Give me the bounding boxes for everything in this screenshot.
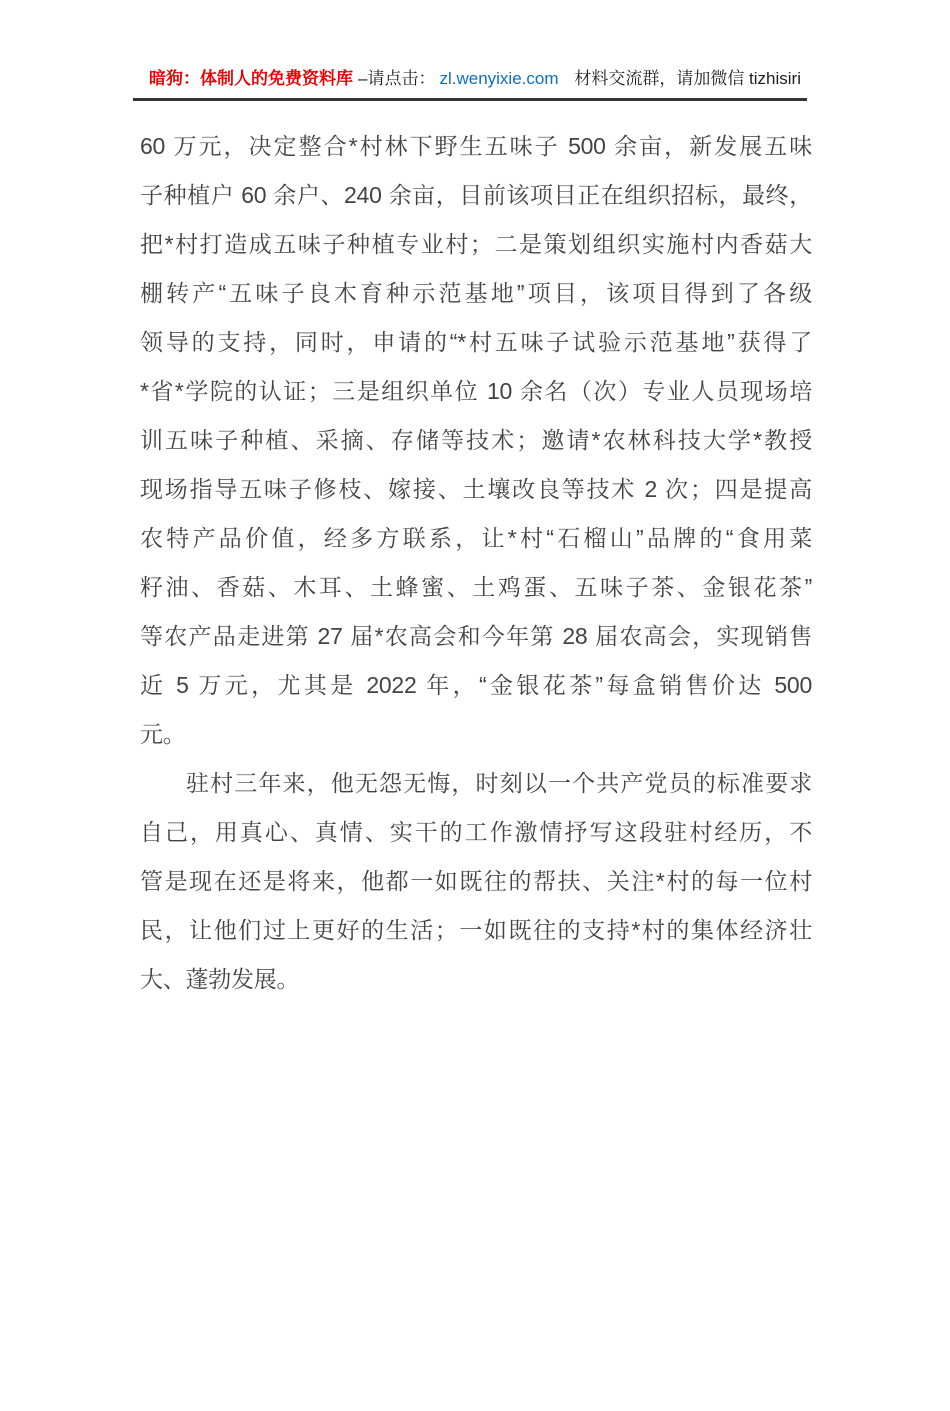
wechat-note: 材料交流群，请加微信 tizhisiri — [574, 69, 801, 88]
document-body — [140, 122, 812, 1004]
text-line: 把*村打造成五味子种植专业村；二是策划组织实施村内香菇大 — [140, 231, 812, 257]
text-line: 民，让他们过上更好的生活；一如既往的支持*村的集体经济壮 — [140, 917, 812, 943]
text-line: 大、蓬勃发展。 — [140, 966, 300, 992]
text-line: 现场指导五味子修枝、嫁接、土壤改良等技术 2 次；四是提高 — [140, 476, 812, 502]
text-line: 管是现在还是将来，他都一如既往的帮扶、关注*村的每一位村 — [140, 868, 812, 894]
promo-header-left — [133, 67, 559, 90]
brand-text: 暗狗：体制人的免费资料库 — [149, 69, 353, 88]
text-line: 近 5 万元，尤其是 2022 年，“金银花茶”每盒销售价达 500 — [140, 672, 812, 698]
text-line: *省*学院的认证；三是组织单位 10 余名（次）专业人员现场培 — [140, 378, 812, 404]
text-line: 农特产品价值，经多方联系，让*村“石榴山”品牌的“食用菜 — [140, 525, 812, 551]
text-line: 领导的支持，同时，申请的“*村五味子试验示范基地”获得了 — [140, 329, 812, 355]
text-line: 60 万元，决定整合*村林下野生五味子 500 余亩，新发展五味 — [140, 133, 812, 159]
text-line: 元。 — [140, 721, 186, 747]
promo-link[interactable]: zl.wenyixie.com — [439, 69, 559, 88]
text-line: 驻村三年来，他无怨无悔，时刻以一个共产党员的标准要求 — [186, 770, 812, 796]
text-line: 等农产品走进第 27 届*农高会和今年第 28 届农高会，实现销售 — [140, 623, 812, 649]
page — [0, 67, 950, 1411]
text-line: 籽油、香菇、木耳、土蜂蜜、土鸡蛋、五味子茶、金银花茶” — [140, 574, 812, 600]
text-line: 自己，用真心、真情、实干的工作激情抒写这段驻村经历，不 — [140, 819, 812, 845]
text-line: 训五味子种植、采摘、存储等技术；邀请*农林科技大学*教授 — [140, 427, 812, 453]
text-line: 棚转产“五味子良木育种示范基地”项目，该项目得到了各级 — [140, 280, 812, 306]
text-line: 子种植户 60 余户、240 余亩，目前该项目正在组织招标，最终， — [140, 182, 812, 208]
click-here-label: –请点击： — [358, 69, 436, 88]
promo-header — [133, 67, 807, 101]
